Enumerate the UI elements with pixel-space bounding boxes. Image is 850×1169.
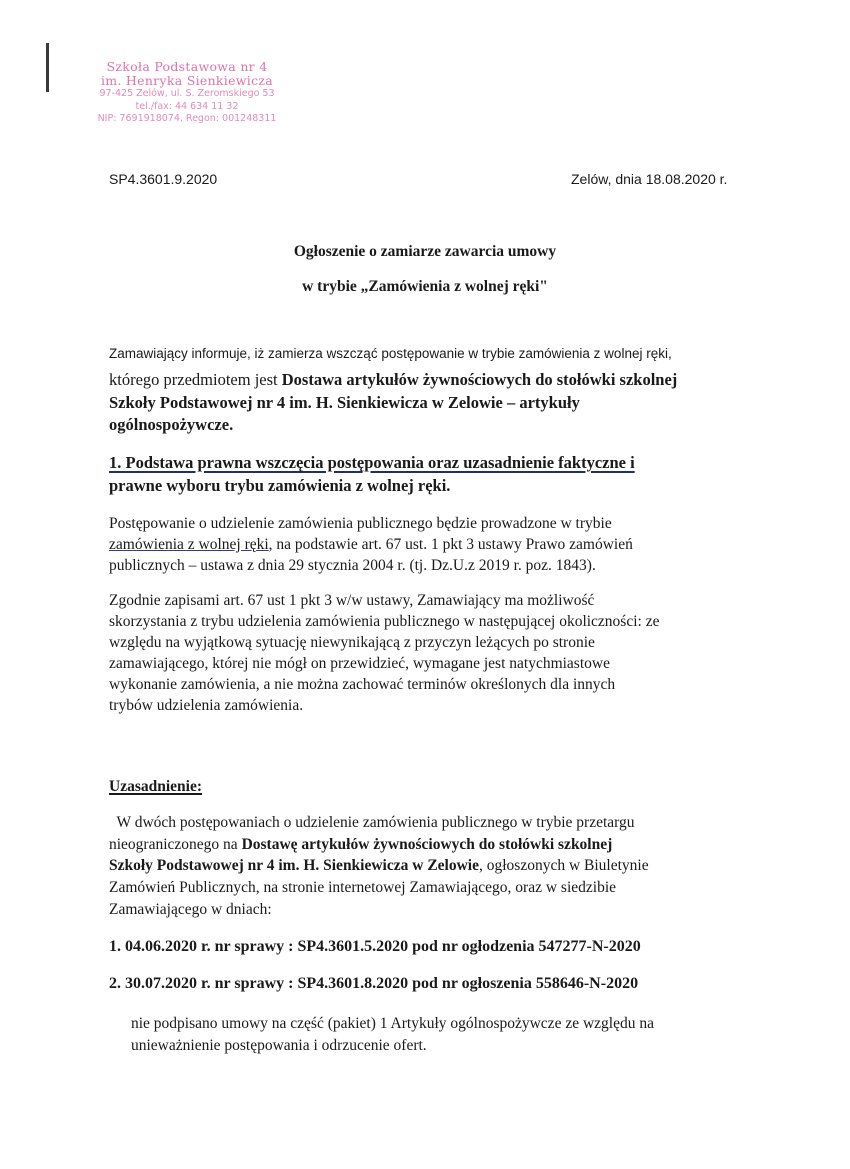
closing-line-1: nie podpisano umowy na część (pakiet) 1 Artykuły ogólnospożywcze ze względu na [131, 1015, 654, 1032]
stamp-line-3: 97-425 Zelów, ul. S. Żeromskiego 53 [99, 88, 275, 99]
intro-subject-bold-1: Dostawa artykułów żywnościowych do stołówki szkolnej [281, 370, 678, 389]
procedure-item-1: 1. 04.06.2020 r. nr sprawy : SP4.3601.5.2020 pod nr ogłodzenia 547277-N-2020 [109, 938, 641, 955]
stamp-line-1: Szkoła Podstawowa nr 4 [106, 59, 268, 74]
stamp-line-4: tel./fax: 44 634 11 32 [135, 100, 239, 112]
procedure-item-2: 2. 30.07.2020 r. nr sprawy : SP4.3601.8.2020 pod nr ogłoszenia 558646-N-2020 [109, 975, 639, 992]
justification-line-3-rest: , ogłoszonych w Biuletynie [478, 857, 649, 875]
scan-edge-mark [46, 43, 49, 92]
law-line-3: względu na wyjątkową sytuację niewynikającą z przyczyn leżących po stronie [109, 634, 595, 651]
place-and-date: Zelów, dnia 18.08.2020 r. [571, 171, 728, 187]
legal-basis-line-2-rest: , na podstawie art. 67 ust. 1 pkt 3 ustawy Prawo zamówień [268, 536, 633, 553]
justification-line-5: Zamawiającego w dniach: [109, 900, 272, 918]
law-line-2: skorzystania z trybu udzielenia zamówienia publicznego w następującej okoliczności: ze [109, 613, 660, 630]
justification-paragraph [109, 812, 649, 921]
intro-subject-bold-2: Szkoły Podstawowej nr 4 im. H. Sienkiewicza w Zelowie – artykuły [109, 392, 580, 412]
justification-line-4: Zamówień Publicznych, na stronie internetowej Zamawiającego, oraz w siedzibie [109, 879, 617, 897]
document-title-line-2: w trybie „Zamówienia z wolnej ręki" [302, 278, 548, 295]
intro-subject-bold-3: ogólnospożywcze. [109, 415, 234, 434]
justification-line-3-bold: Szkoły Podstawowej nr 4 im. H. Sienkiewicza w Zelowie [109, 857, 479, 875]
law-line-4: zamawiającego, której nie mógł on przewidzieć, wymagane jest natychmiastowe [109, 655, 610, 672]
document-title-line-1: Ogłoszenie o zamiarze zawarcia umowy [293, 243, 557, 260]
legal-basis-line-1: Postępowanie o udzielenie zamówienia publicznego będzie prowadzone w trybie [109, 515, 612, 532]
legal-basis-paragraph [109, 513, 633, 576]
law-line-1: Zgodnie zapisami art. 67 ust 1 pkt 3 w/w ustawy, Zamawiający ma możliwość [109, 592, 595, 609]
section-1-heading [109, 452, 635, 497]
justification-law-paragraph [109, 590, 659, 716]
justification-heading: Uzasadnienie: [109, 778, 202, 795]
closing-paragraph [131, 1013, 654, 1056]
section-1-heading-line-2: prawne wyboru trybu zamówienia z wolnej ręki. [109, 475, 451, 495]
legal-basis-line-3: publicznych – ustawa z dnia 29 stycznia 2004 r. (tj. Dz.U.z 2019 r. poz. 1843). [109, 557, 596, 574]
justification-line-1: W dwóch postępowaniach o udzielenie zamówienia publicznego w trybie przetargu [109, 814, 635, 831]
justification-line-2-prefix: nieograniczonego na [109, 835, 242, 853]
case-reference: SP4.3601.9.2020 [109, 171, 218, 187]
school-stamp [82, 60, 292, 126]
intro-line-1: Zamawiający informuje, iż zamierza wszcząć postępowanie w trybie zamówienia z wolnej ręki, [109, 346, 672, 361]
closing-line-2: unieważnienie postępowania i odrzucenie ofert. [131, 1036, 427, 1054]
underlined-procedure-name: zamówienia z wolnej ręki [109, 536, 269, 553]
law-line-6: trybów udzielenia zamówienia. [109, 697, 304, 714]
stamp-line-5: NIP: 7691918074, Regon: 001248311 [97, 113, 277, 124]
law-line-5: wykonanie zamówienia, a nie można zachować terminów określonych dla innych [109, 676, 616, 693]
intro-subject [109, 369, 677, 437]
stamp-line-2: im. Henryka Sienkiewicza [100, 73, 274, 88]
section-1-heading-line-1: 1. Podstawa prawna wszczęcia postępowania oraz uzasadnienie faktyczne i [109, 453, 635, 472]
intro-prefix: którego przedmiotem jest [109, 370, 282, 389]
justification-line-2-bold: Dostawę artykułów żywnościowych do stołówki szkolnej [241, 835, 613, 853]
